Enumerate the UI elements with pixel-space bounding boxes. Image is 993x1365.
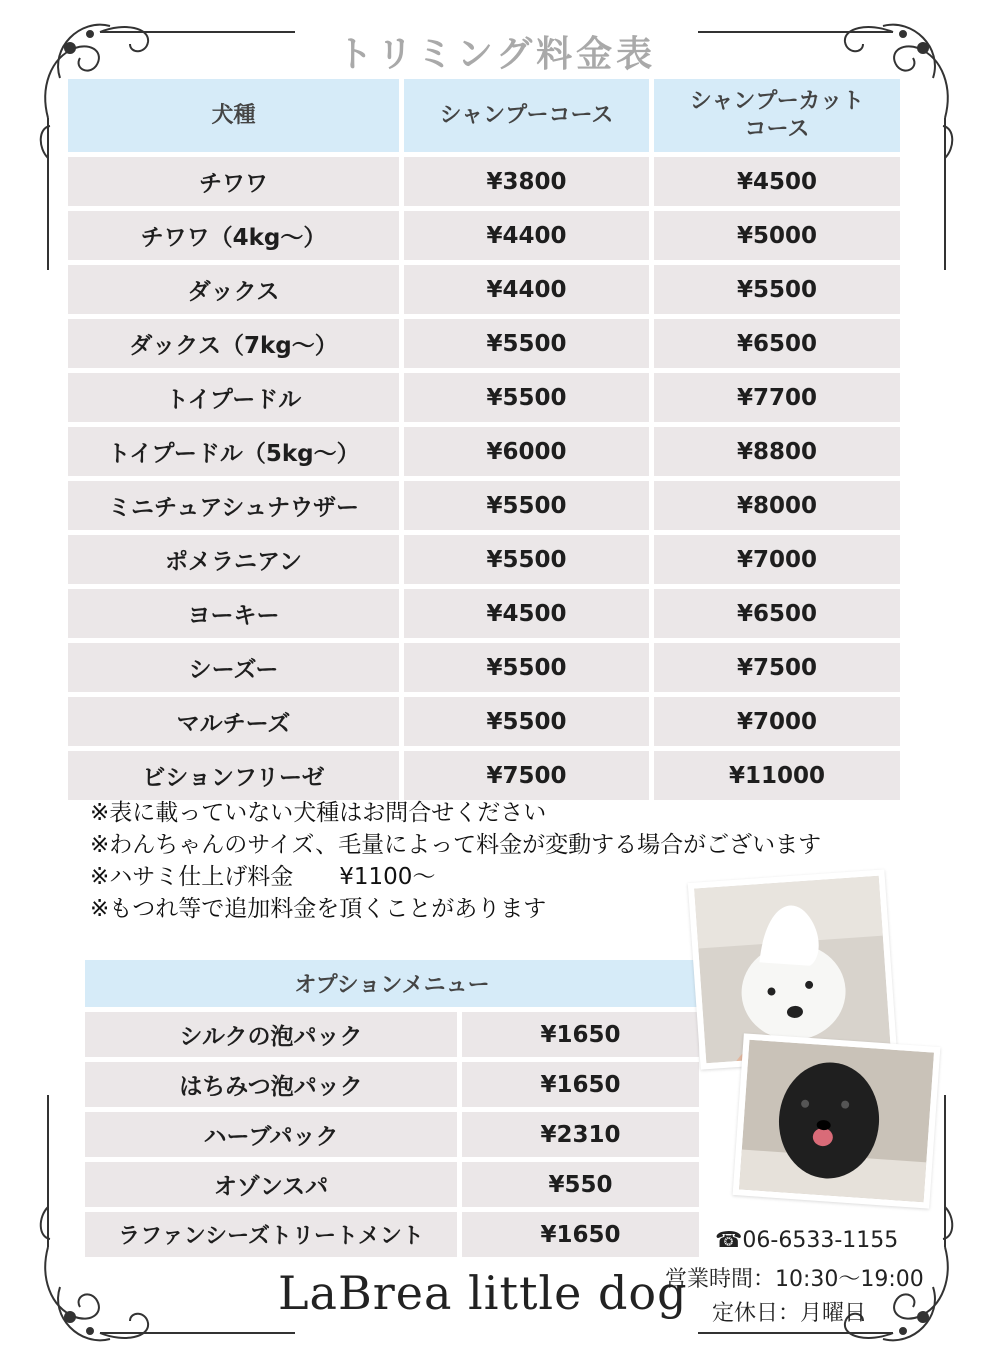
header-shampoo-course: シャンプーコース bbox=[404, 79, 649, 152]
shampoo-price-cell: ¥5500 bbox=[404, 319, 649, 368]
header-shampoo-cut-course: シャンプーカット コース bbox=[654, 79, 900, 152]
option-name-cell: オゾンスパ bbox=[85, 1162, 457, 1207]
cut-price-cell: ¥4500 bbox=[654, 157, 900, 206]
cut-price-cell: ¥5500 bbox=[654, 265, 900, 314]
shampoo-price-cell: ¥5500 bbox=[404, 643, 649, 692]
cut-price-cell: ¥6500 bbox=[654, 589, 900, 638]
breed-cell: ビションフリーゼ bbox=[68, 751, 399, 800]
shampoo-price-cell: ¥5500 bbox=[404, 535, 649, 584]
breed-cell: ダックス（7kg～） bbox=[68, 319, 399, 368]
note-line: ※ハサミ仕上げ料金 ¥1100～ bbox=[90, 864, 436, 890]
breed-cell: シーズー bbox=[68, 643, 399, 692]
note-line: ※わんちゃんのサイズ、毛量によって料金が変動する場合がございます bbox=[90, 832, 822, 858]
cut-price-cell: ¥6500 bbox=[654, 319, 900, 368]
breed-cell: ヨーキー bbox=[68, 589, 399, 638]
shampoo-price-cell: ¥5500 bbox=[404, 697, 649, 746]
cut-price-cell: ¥7000 bbox=[654, 535, 900, 584]
breed-cell: トイプードル bbox=[68, 373, 399, 422]
option-name-cell: ハーブパック bbox=[85, 1112, 457, 1157]
option-price-cell: ¥1650 bbox=[462, 1212, 699, 1257]
phone-number[interactable]: ☎06-6533-1155 bbox=[715, 1228, 899, 1253]
header-breed: 犬種 bbox=[68, 79, 399, 152]
shampoo-price-cell: ¥5500 bbox=[404, 481, 649, 530]
cut-price-cell: ¥7500 bbox=[654, 643, 900, 692]
breed-cell: マルチーズ bbox=[68, 697, 399, 746]
option-price-cell: ¥1650 bbox=[462, 1062, 699, 1107]
cut-price-cell: ¥7700 bbox=[654, 373, 900, 422]
breed-cell: チワワ bbox=[68, 157, 399, 206]
shampoo-price-cell: ¥7500 bbox=[404, 751, 649, 800]
option-name-cell: ラファンシーズトリートメント bbox=[85, 1212, 457, 1257]
option-menu-table bbox=[85, 1012, 699, 1257]
note-line: ※表に載っていない犬種はお問合せください bbox=[90, 800, 547, 826]
shampoo-price-cell: ¥5500 bbox=[404, 373, 649, 422]
business-hours: 営業時間：10:30～19:00 bbox=[665, 1267, 924, 1292]
cut-price-cell: ¥8800 bbox=[654, 427, 900, 476]
option-name-cell: はちみつ泡パック bbox=[85, 1062, 457, 1107]
option-price-cell: ¥550 bbox=[462, 1162, 699, 1207]
black-dog-photo bbox=[733, 1033, 941, 1208]
cut-price-cell: ¥11000 bbox=[654, 751, 900, 800]
cut-price-cell: ¥8000 bbox=[654, 481, 900, 530]
note-line: ※もつれ等で追加料金を頂くことがあります bbox=[90, 896, 547, 922]
page-title: トリミング料金表 bbox=[336, 34, 657, 75]
closed-day: 定休日：月曜日 bbox=[712, 1301, 867, 1326]
breed-cell: ミニチュアシュナウザー bbox=[68, 481, 399, 530]
breed-cell: ダックス bbox=[68, 265, 399, 314]
shampoo-price-cell: ¥4500 bbox=[404, 589, 649, 638]
brand-name: LaBrea little dog bbox=[278, 1266, 688, 1320]
shampoo-price-cell: ¥6000 bbox=[404, 427, 649, 476]
shampoo-price-cell: ¥4400 bbox=[404, 265, 649, 314]
option-price-cell: ¥1650 bbox=[462, 1012, 699, 1057]
cut-price-cell: ¥5000 bbox=[654, 211, 900, 260]
cut-price-cell: ¥7000 bbox=[654, 697, 900, 746]
option-name-cell: シルクの泡パック bbox=[85, 1012, 457, 1057]
option-price-cell: ¥2310 bbox=[462, 1112, 699, 1157]
shampoo-price-cell: ¥3800 bbox=[404, 157, 649, 206]
price-table bbox=[68, 79, 900, 800]
breed-cell: ポメラニアン bbox=[68, 535, 399, 584]
breed-cell: チワワ（4kg～） bbox=[68, 211, 399, 260]
breed-cell: トイプードル（5kg～） bbox=[68, 427, 399, 476]
shampoo-price-cell: ¥4400 bbox=[404, 211, 649, 260]
option-menu-header: オプションメニュー bbox=[85, 960, 699, 1007]
